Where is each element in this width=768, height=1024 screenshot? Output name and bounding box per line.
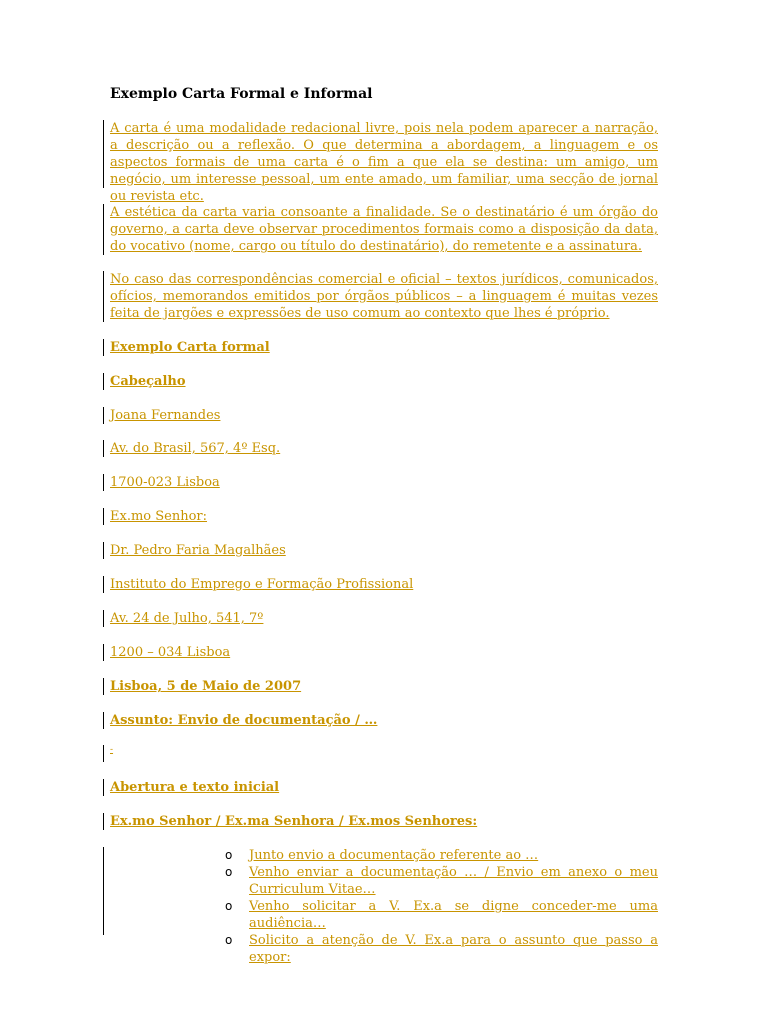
sender-city[interactable]: 1700-023 Lisboa xyxy=(110,475,220,490)
opening-salutations[interactable]: Ex.mo Senhor / Ex.ma Senhora / Ex.mos Senhores: xyxy=(110,814,478,829)
change-bar xyxy=(103,120,104,188)
change-bar xyxy=(103,847,104,935)
circle-bullet-icon: o xyxy=(225,848,233,862)
recipient-org[interactable]: Instituto do Emprego e Formação Profissional xyxy=(110,577,414,592)
header-label[interactable]: Cabeçalho xyxy=(110,374,186,389)
change-bar xyxy=(103,745,104,762)
change-bar xyxy=(103,712,104,729)
recipient-name[interactable]: Dr. Pedro Faria Magalhães xyxy=(110,543,286,558)
change-bar xyxy=(103,440,104,457)
change-bar xyxy=(103,407,104,424)
change-bar xyxy=(103,508,104,525)
change-bar xyxy=(103,474,104,491)
change-bar xyxy=(103,373,104,390)
change-bar xyxy=(103,339,104,356)
document-title: Exemplo Carta Formal e Informal xyxy=(110,86,373,102)
opening-options-list xyxy=(225,847,658,966)
circle-bullet-icon: o xyxy=(225,865,233,879)
list-item[interactable]: o Venho solicitar a V. Ex.a se digne conceder-me uma audiência… xyxy=(225,899,658,931)
letter-subject[interactable]: Assunto: Envio de documentação / … xyxy=(110,713,378,728)
circle-bullet-icon: o xyxy=(225,933,233,947)
list-item[interactable]: o Solicito a atenção de V. Ex.a para o assunto que passo a expor: xyxy=(225,933,658,965)
paragraph-intro-1[interactable]: A carta é uma modalidade redacional livre, pois nela podem aparecer a narração, a descrição ou a reflexão. O que determina a abordagem, a linguagem e os aspectos formais de uma carta é o fim a que ela se destina: um amigo, um negócio, um interesse pessoal, um ente amado, um familiar, uma secção de jornal ou revista etc. xyxy=(110,121,658,204)
change-bar xyxy=(103,779,104,796)
blank-line[interactable]: - xyxy=(110,745,114,755)
change-bar xyxy=(103,576,104,593)
example-heading[interactable]: Exemplo Carta formal xyxy=(110,340,270,355)
letter-date[interactable]: Lisboa, 5 de Maio de 2007 xyxy=(110,679,302,694)
list-item[interactable]: o Venho enviar a documentação … / Envio em anexo o meu Curriculum Vitae… xyxy=(225,865,658,897)
change-bar xyxy=(103,610,104,627)
sender-name[interactable]: Joana Fernandes xyxy=(110,408,221,423)
opening-heading[interactable]: Abertura e texto inicial xyxy=(110,780,280,795)
paragraph-intro-3[interactable]: No caso das correspondências comercial e oficial – textos jurídicos, comunicados, ofícios, memorandos emitidos por órgãos públicos – a linguagem é muitas vezes feita de jargões e expressões de uso comum ao contexto que lhes é próprio. xyxy=(110,272,658,321)
change-bar xyxy=(103,678,104,695)
change-bar xyxy=(103,813,104,830)
salutation-line[interactable]: Ex.mo Senhor: xyxy=(110,509,208,524)
recipient-city[interactable]: 1200 – 034 Lisboa xyxy=(110,645,231,660)
change-bar xyxy=(103,644,104,661)
change-bar xyxy=(103,542,104,559)
list-item[interactable]: o Junto envio a documentação referente ao … xyxy=(225,848,539,863)
circle-bullet-icon: o xyxy=(225,899,233,913)
paragraph-intro-2[interactable]: A estética da carta varia consoante a finalidade. Se o destinatário é um órgão do governo, a carta deve observar procedimentos formais como a disposição da data, do vocativo (nome, cargo ou título do destinatário), do remetente e a assinatura. xyxy=(110,205,658,254)
change-bar xyxy=(103,271,104,322)
change-bar xyxy=(103,204,104,255)
recipient-address[interactable]: Av. 24 de Julho, 541, 7º xyxy=(110,611,264,626)
sender-address[interactable]: Av. do Brasil, 567, 4º Esq. xyxy=(110,441,281,456)
